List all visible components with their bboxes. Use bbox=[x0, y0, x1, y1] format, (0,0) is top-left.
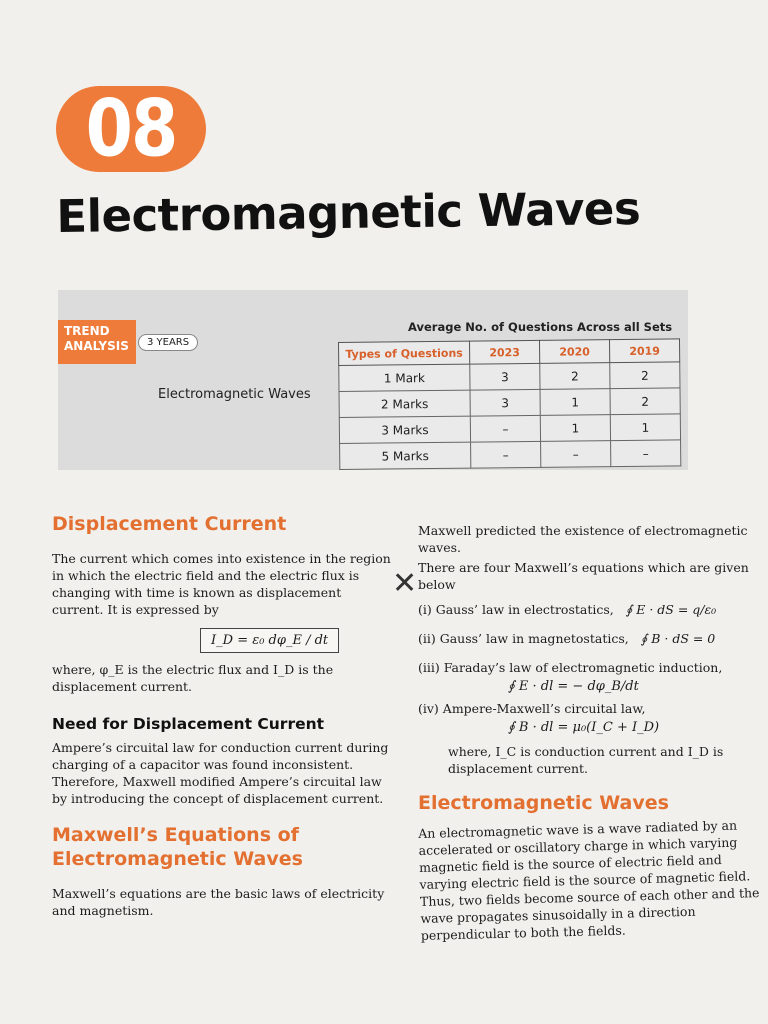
chapter-number: 08 bbox=[85, 83, 177, 175]
trend-table bbox=[338, 338, 681, 470]
table-cell: 3 bbox=[470, 363, 540, 390]
header-cell: Types of Questions bbox=[339, 341, 470, 365]
table-cell: 2 Marks bbox=[339, 390, 470, 417]
table-cell: – bbox=[541, 441, 611, 468]
header-cell: 2020 bbox=[539, 340, 609, 364]
chapter-title: Electromagnetic Waves bbox=[56, 181, 641, 243]
equation-faraday-label: (iii) Faraday’s law of electromagnetic induction, bbox=[418, 660, 723, 675]
paragraph-four-equations: There are four Maxwell’s equations which are given below bbox=[418, 560, 749, 592]
table-row bbox=[340, 440, 681, 470]
heading-maxwell-equations: Maxwell’s Equations of Electromagnetic Waves bbox=[52, 824, 303, 870]
pen-cross-mark-icon: ✕ bbox=[392, 566, 418, 601]
table-cell: – bbox=[611, 440, 681, 467]
header-cell: 2023 bbox=[469, 340, 539, 364]
equation-gauss-electrostatics: (i) Gauss’ law in electrostatics, ∮ E · dS = q/ε₀ bbox=[418, 602, 717, 617]
table-row bbox=[339, 414, 680, 444]
equation-ampere-maxwell-label: (iv) Ampere-Maxwell’s circuital law, bbox=[418, 701, 646, 716]
trend-analysis-label: TREND ANALYSIS bbox=[58, 320, 136, 364]
heading-displacement-current: Displacement Current bbox=[52, 513, 287, 535]
left-column bbox=[52, 512, 392, 919]
header-cell: 2019 bbox=[609, 339, 679, 363]
equation-gauss-magnetostatics: (ii) Gauss’ law in magnetostatics, ∮ B · dS = 0 bbox=[418, 631, 716, 646]
paragraph-need: Ampere’s circuital law for conduction current during charging of a capacitor was found inconsistent. Therefore, Maxwell modified Ampere’s circuital law by introducing the concept of displacement current. bbox=[52, 740, 389, 806]
heading-electromagnetic-waves: Electromagnetic Waves bbox=[418, 792, 669, 814]
table-cell: 1 bbox=[610, 414, 680, 441]
table-caption: Average No. of Questions Across all Sets bbox=[408, 320, 673, 334]
equation-faraday: ∮ E · dl = − dφ_B/dt bbox=[508, 679, 639, 694]
years-tag: 3 YEARS bbox=[138, 334, 198, 351]
paragraph-maxwell-basic: Maxwell’s equations are the basic laws of electricity and magnetism. bbox=[52, 886, 385, 918]
paragraph-displacement-definition: The current which comes into existence in the region in which the electric field and the electric flux is changing with time is known as displacement current. It is expressed by bbox=[52, 551, 391, 617]
table-cell: 1 bbox=[540, 415, 610, 442]
table-cell: 3 bbox=[470, 389, 540, 416]
table-cell: 2 bbox=[610, 388, 680, 415]
displacement-current-formula: I_D = ε₀ dφ_E / dt bbox=[200, 628, 339, 653]
paragraph-em-wave-definition: An electromagnetic wave is a wave radiated by an accelerated or oscillatory charge in which varying magnetic field is the source of electric field and varying electric field is the source of magnetic field. Thus, two fields become source of each other and the wave propagates sinusoidally in a direction perpendicular to both the fields. bbox=[418, 817, 760, 943]
table-cell: 1 bbox=[540, 389, 610, 416]
paragraph-current-definitions: where, I_C is conduction current and I_D is displacement current. bbox=[448, 744, 724, 776]
table-row bbox=[339, 362, 680, 392]
table-cell: – bbox=[471, 441, 541, 468]
table-row bbox=[339, 388, 680, 418]
heading-need-displacement-current: Need for Displacement Current bbox=[52, 715, 325, 733]
right-column bbox=[418, 522, 758, 944]
table-cell: 2 bbox=[610, 362, 680, 389]
table-cell: 5 Marks bbox=[340, 442, 471, 469]
table-cell: 1 Mark bbox=[339, 364, 470, 391]
paragraph-flux-definition: where, φ_E is the electric flux and I_D is the displacement current. bbox=[52, 662, 334, 694]
chapter-number-badge bbox=[56, 83, 206, 175]
table-cell: – bbox=[470, 415, 540, 442]
table-cell: 3 Marks bbox=[339, 416, 470, 443]
trend-topic: Electromagnetic Waves bbox=[158, 387, 311, 402]
equation-ampere-maxwell: ∮ B · dl = μ₀(I_C + I_D) bbox=[508, 720, 660, 735]
table-cell: 2 bbox=[540, 363, 610, 390]
paragraph-maxwell-prediction: Maxwell predicted the existence of electromagnetic waves. bbox=[418, 523, 748, 555]
trend-analysis-panel bbox=[58, 290, 688, 470]
